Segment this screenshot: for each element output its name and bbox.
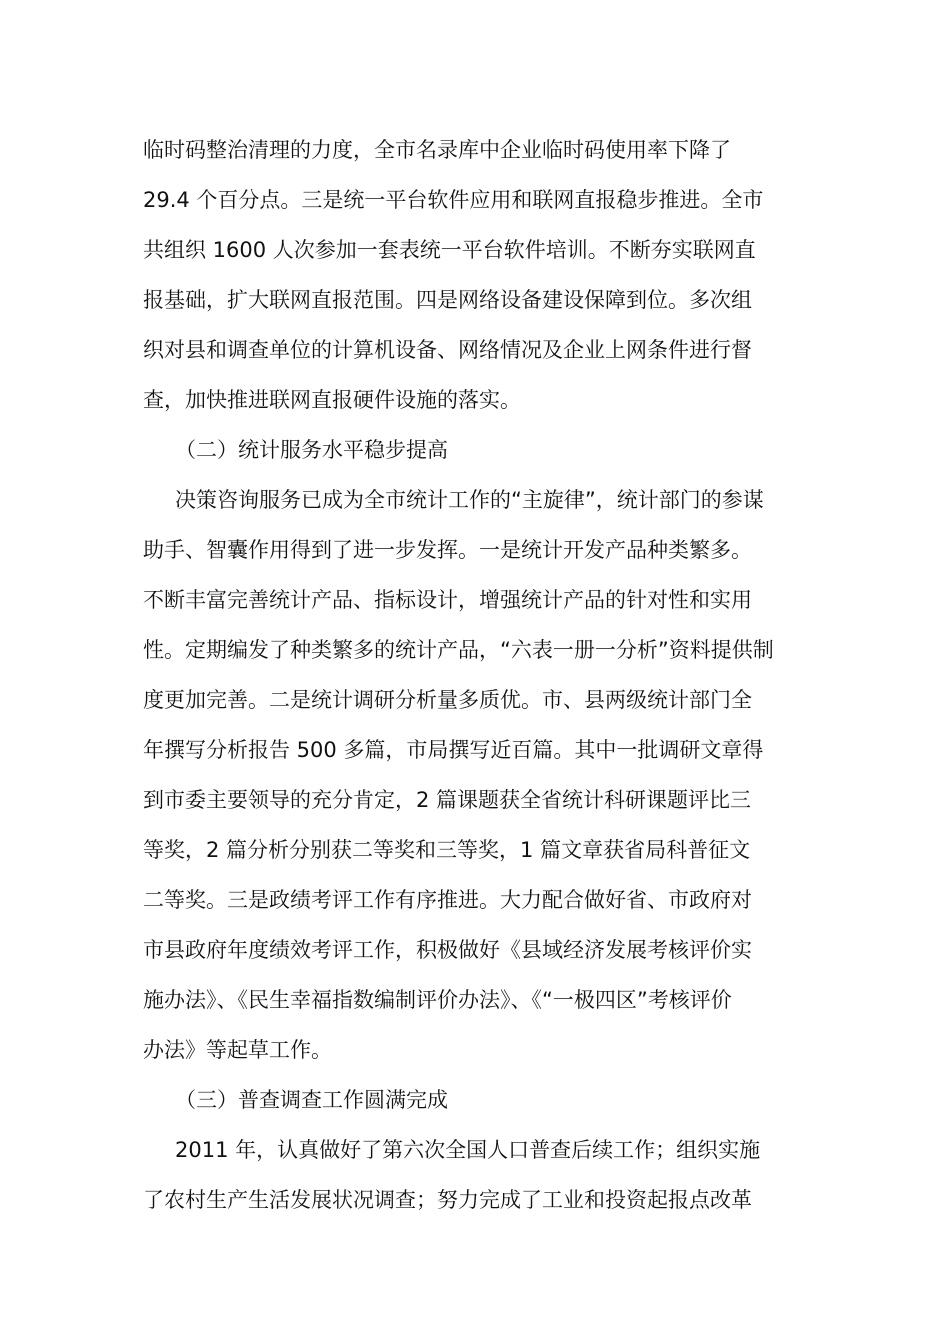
paragraph-line: 决策咨询服务已成为全市统计工作的“主旋律”，统计部门的参谋	[175, 488, 764, 512]
paragraph-line: 等奖，2 篇分析分别获二等奖和三等奖，1 篇文章获省局科普征文	[143, 838, 751, 862]
paragraph-line: 到市委主要领导的充分肯定，2 篇课题获全省统计科研课题评比三	[143, 788, 752, 812]
paragraph-line: 查，加快推进联网直报硬件设施的落实。	[143, 388, 521, 412]
paragraph-line: 报基础，扩大联网直报范围。四是网络设备建设保障到位。多次组	[143, 288, 752, 312]
paragraph-line: 助手、智囊作用得到了进一步发挥。一是统计开发产品种类繁多。	[143, 538, 752, 562]
paragraph-line: 二等奖。三是政绩考评工作有序推进。大力配合做好省、市政府对	[143, 888, 752, 912]
paragraph-line: 织对县和调查单位的计算机设备、网络情况及企业上网条件进行督	[143, 338, 752, 362]
paragraph-line: 度更加完善。二是统计调研分析量多质优。市、县两级统计部门全	[143, 688, 752, 712]
paragraph-line: 性。定期编发了种类繁多的统计产品，“六表一册一分析”资料提供制	[143, 638, 774, 662]
section-heading: （二）统计服务水平稳步提高	[175, 438, 448, 462]
paragraph-line: 办法》等起草工作。	[143, 1038, 332, 1062]
section-heading: （三）普查调查工作圆满完成	[175, 1088, 448, 1112]
paragraph-line: 29.4 个百分点。三是统一平台软件应用和联网直报稳步推进。全市	[143, 188, 764, 212]
paragraph-line: 不断丰富完善统计产品、指标设计，增强统计产品的针对性和实用	[143, 588, 752, 612]
paragraph-line: 了农村生产生活发展状况调查；努力完成了工业和投资起报点改革	[143, 1188, 752, 1212]
paragraph-line: 施办法》、《民生幸福指数编制评价办法》、《“一极四区”考核评价	[143, 988, 732, 1012]
paragraph-line: 临时码整治清理的力度，全市名录库中企业临时码使用率下降了	[143, 138, 731, 162]
paragraph-line: 共组织 1600 人次参加一套表统一平台软件培训。不断夯实联网直	[143, 238, 756, 262]
paragraph-line: 年撰写分析报告 500 多篇，市局撰写近百篇。其中一批调研文章得	[143, 738, 764, 762]
paragraph-line: 市县政府年度绩效考评工作，积极做好《县域经济发展考核评价实	[143, 938, 752, 962]
paragraph-line: 2011 年，认真做好了第六次全国人口普查后续工作；组织实施	[175, 1138, 761, 1162]
